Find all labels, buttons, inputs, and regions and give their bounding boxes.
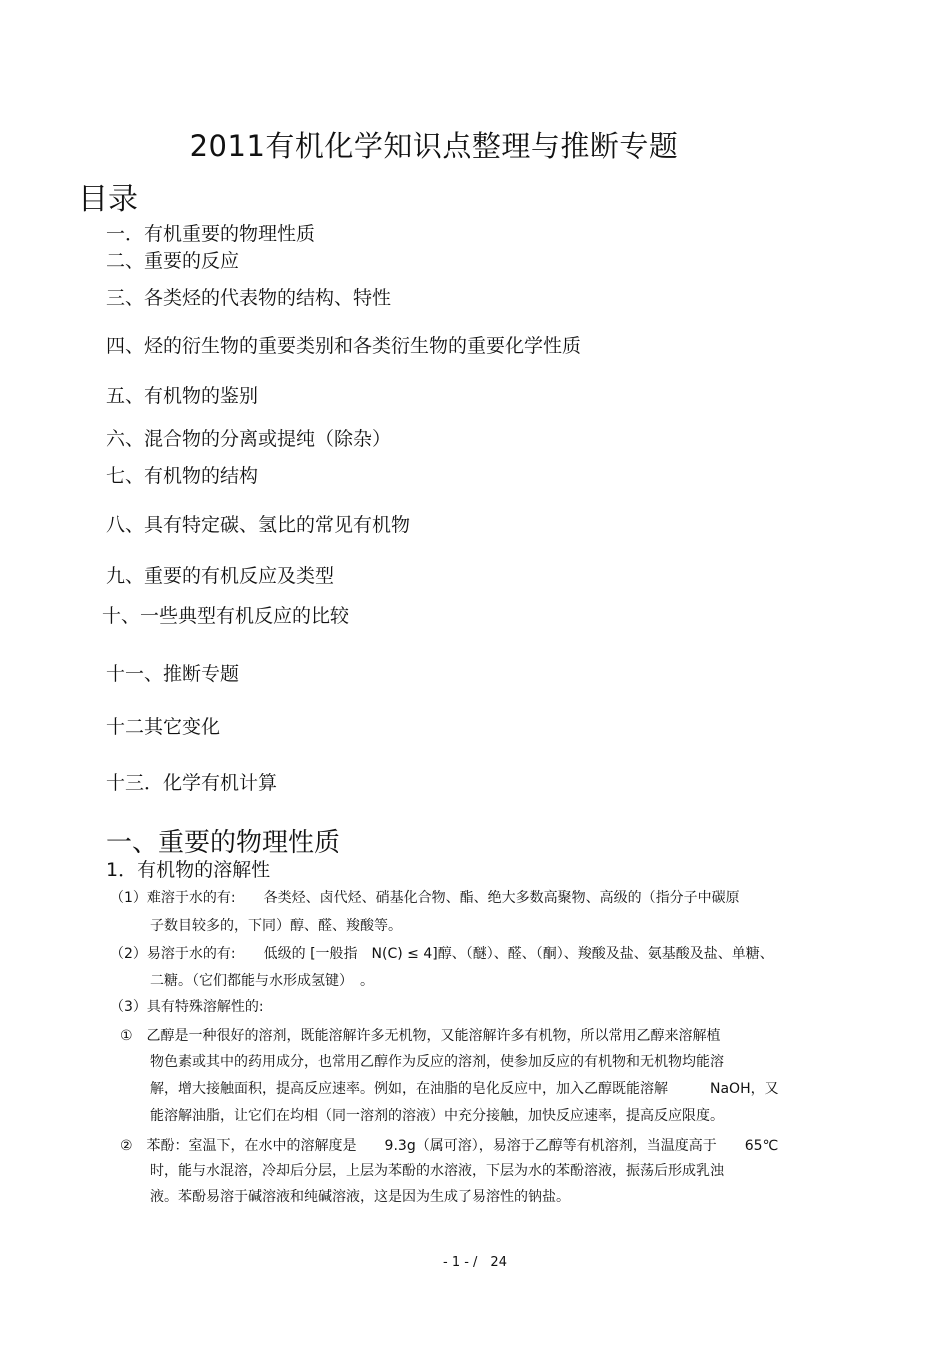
toc-item: 六、混合物的分离或提纯（除杂） (106, 428, 392, 450)
toc-item: 一．有机重要的物理性质 (106, 223, 316, 245)
toc-heading: 目录 (78, 182, 138, 217)
paragraph-line: （2）易溶于水的有: 低级的 [一般指 N(C) ≤ 4]醇、（醚）、醛、（酮）、羧酸及盐、氨基酸及盐、单糖、 (110, 946, 774, 962)
paragraph-line: （1）难溶于水的有: 各类烃、卤代烃、硝基化合物、酯、绝大多数高聚物、高级的（指分子中碳原 (110, 890, 740, 906)
section-heading: 一、重要的物理性质 (106, 828, 341, 858)
toc-item: 五、有机物的鉴别 (106, 385, 259, 407)
paragraph-line: 解，增大接触面积，提高反应速率。例如，在油脂的皂化反应中，加入乙醇既能溶解 NaOH，又 (150, 1081, 779, 1097)
paragraph-line: 能溶解油脂，让它们在均相（同一溶剂的溶液）中充分接触，加快反应速率，提高反应限度。 (150, 1108, 724, 1124)
toc-item: 十三．化学有机计算 (106, 772, 278, 794)
sub-heading: 1．有机物的溶解性 (106, 859, 271, 881)
toc-item: 九、重要的有机反应及类型 (106, 565, 335, 587)
toc-item: 十、一些典型有机反应的比较 (102, 605, 350, 627)
toc-item: 三、各类烃的代表物的结构、特性 (106, 287, 392, 309)
paragraph-line: ② 苯酚：室温下，在水中的溶解度是 9.3g（属可溶），易溶于乙醇等有机溶剂，当温度高于 65℃ (120, 1138, 779, 1154)
paragraph-line: 子数目较多的，下同）醇、醛、羧酸等。 (150, 918, 402, 934)
paragraph-line: ① 乙醇是一种很好的溶剂，既能溶解许多无机物，又能溶解许多有机物，所以常用乙醇来溶解植 (120, 1028, 721, 1044)
paragraph-line: 液。苯酚易溶于碱溶液和纯碱溶液，这是因为生成了易溶性的钠盐。 (150, 1189, 570, 1205)
toc-item: 十一、推断专题 (106, 663, 240, 685)
toc-item: 八、具有特定碳、氢比的常见有机物 (106, 514, 411, 536)
paragraph-line: 时，能与水混溶，冷却后分层，上层为苯酚的水溶液，下层为水的苯酚溶液，振荡后形成乳浊 (150, 1163, 724, 1179)
paragraph-line: （3）具有特殊溶解性的: (110, 999, 264, 1015)
document-title: 2011有机化学知识点整理与推断专题 (189, 129, 679, 163)
paragraph-line: 物色素或其中的药用成分，也常用乙醇作为反应的溶剂，使参加反应的有机物和无机物均能溶 (150, 1054, 724, 1070)
toc-item: 十二其它变化 (106, 716, 221, 738)
toc-item: 四、烃的衍生物的重要类别和各类衍生物的重要化学性质 (106, 335, 582, 357)
paragraph-line: 二糖。（它们都能与水形成氢键） 。 (150, 973, 374, 989)
toc-item: 二、重要的反应 (106, 250, 240, 272)
page-number: - 1 - / 24 (443, 1255, 507, 1270)
toc-item: 七、有机物的结构 (106, 465, 259, 487)
